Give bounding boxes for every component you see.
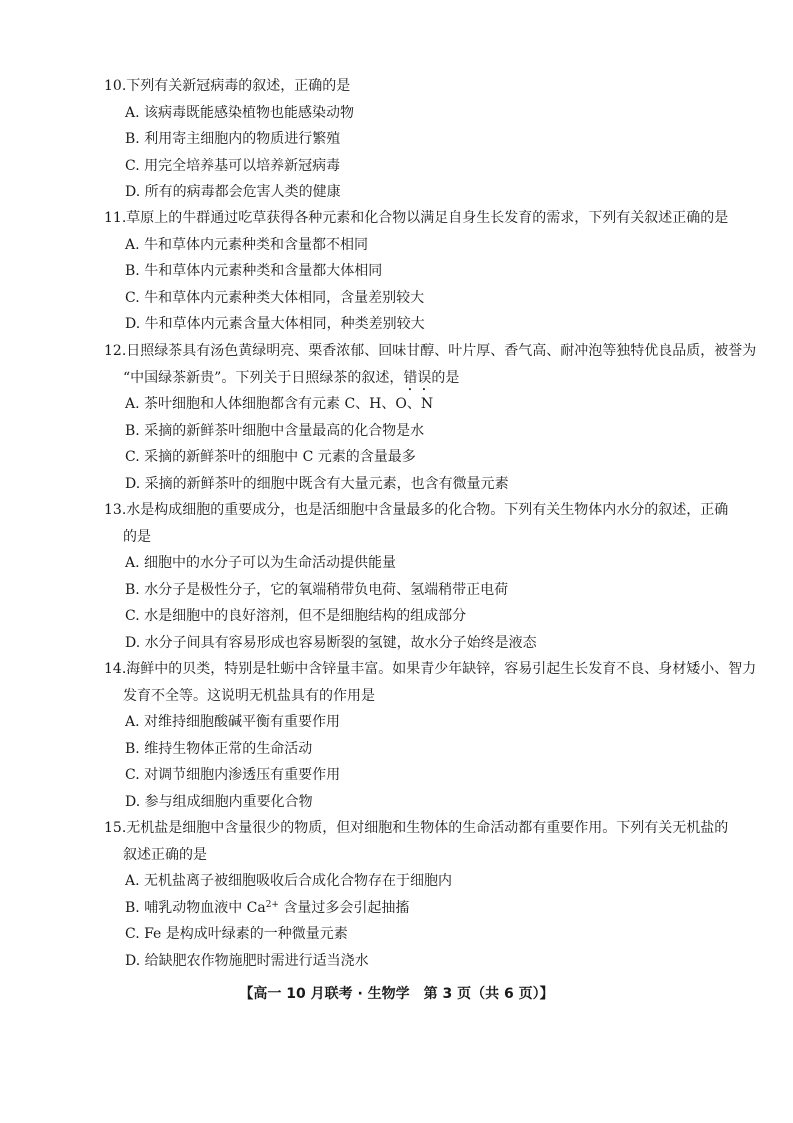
stem-text: 的是 bbox=[431, 369, 460, 386]
question-12 bbox=[104, 338, 757, 497]
question-stem: 12.日照绿茶具有汤色黄绿明亮、栗香浓郁、回味甘醇、叶片厚、香气高、耐冲泡等独特优良品质，被誉为 bbox=[104, 343, 757, 359]
option-a: A. 牛和草体内元素种类和含量都不相同 bbox=[125, 236, 369, 253]
option-d: D. 牛和草体内元素含量大体相同，种类差别较大 bbox=[125, 316, 425, 332]
question-10 bbox=[104, 73, 704, 206]
option-d: D. 水分子间具有容易形成也容易断裂的氢键，故水分子始终是液态 bbox=[125, 634, 537, 651]
question-stem: 15.无机盐是细胞中含量很少的物质，但对细胞和生物体的生命活动都有重要作用。下列有关无机盐的 bbox=[104, 820, 729, 836]
question-stem-continued: 发育不全等。这说明无机盐具有的作用是 bbox=[123, 687, 375, 704]
option-d: D. 采摘的新鲜茶叶的细胞中既含有大量元素，也含有微量元素 bbox=[125, 475, 509, 492]
option-b: B. 利用寄主细胞内的物质进行繁殖 bbox=[125, 131, 341, 147]
question-stem: 11.草原上的牛群通过吃草获得各种元素和化合物以满足自身生长发育的需求，下列有关叙述正确的是 bbox=[104, 210, 729, 226]
option-text: 含量过多会引起抽搐 bbox=[278, 899, 410, 916]
option-c: C. 采摘的新鲜茶叶的细胞中 C 元素的含量最多 bbox=[125, 449, 416, 465]
stem-text: “中国绿茶新贵”。下列关于日照绿茶的叙述， bbox=[123, 369, 404, 386]
question-15 bbox=[104, 815, 729, 974]
question-stem-continued bbox=[104, 365, 704, 392]
option-b: B. 采摘的新鲜茶叶细胞中含量最高的化合物是水 bbox=[125, 422, 425, 439]
option-d: D. 给缺肥农作物施肥时需进行适当浇水 bbox=[125, 952, 369, 969]
ion-charge: 2+ bbox=[265, 899, 279, 910]
option-d: D. 参与组成细胞内重要化合物 bbox=[125, 793, 313, 810]
question-stem-continued: 叙述正确的是 bbox=[123, 846, 207, 863]
option-a: A. 细胞中的水分子可以为生命活动提供能量 bbox=[125, 555, 397, 571]
question-stem: 14.海鲜中的贝类，特别是牡蛎中含锌量丰富。如果青少年缺锌，容易引起生长发育不良、身材矮小、智力 bbox=[104, 661, 757, 677]
option-c: C. 用完全培养基可以培养新冠病毒 bbox=[125, 157, 341, 174]
option-b: B. 牛和草体内元素种类和含量都大体相同 bbox=[125, 263, 383, 279]
option-c: C. 对调节细胞内渗透压有重要作用 bbox=[125, 767, 341, 783]
page-footer: 【高一 10 月联考 · 生物学 第 3 页（共 6 页）】 bbox=[239, 986, 554, 1002]
option-a: A. 茶叶细胞和人体细胞都含有元素 C、H、O、N bbox=[125, 396, 434, 412]
question-stem-continued: 的是 bbox=[123, 528, 151, 545]
question-13 bbox=[104, 497, 729, 656]
option-text: B. 哺乳动物血液中 Ca bbox=[125, 899, 266, 916]
option-c: C. Fe 是构成叶绿素的一种微量元素 bbox=[125, 926, 348, 942]
question-11 bbox=[104, 205, 729, 338]
question-stem: 13.水是构成细胞的重要成分，也是活细胞中含量最多的化合物。下列有关生物体内水分的叙述，正确 bbox=[104, 502, 729, 518]
option-b bbox=[104, 895, 704, 922]
option-c: C. 水是细胞中的良好溶剂，但不是细胞结构的组成部分 bbox=[125, 608, 467, 624]
emphasized-word: 错误 bbox=[403, 369, 432, 386]
option-a: A. 对维持细胞酸碱平衡有重要作用 bbox=[125, 714, 341, 730]
question-stem: 10.下列有关新冠病毒的叙述，正确的是 bbox=[104, 78, 351, 94]
option-a: A. 无机盐离子被细胞吸收后合成化合物存在于细胞内 bbox=[125, 873, 453, 889]
question-14 bbox=[104, 656, 757, 815]
option-b: B. 水分子是极性分子，它的氧端稍带负电荷、氢端稍带正电荷 bbox=[125, 581, 509, 598]
option-b: B. 维持生物体正常的生命活动 bbox=[125, 740, 313, 757]
option-a: A. 该病毒既能感染植物也能感染动物 bbox=[125, 104, 355, 121]
option-d: D. 所有的病毒都会危害人类的健康 bbox=[125, 184, 341, 200]
option-c: C. 牛和草体内元素种类大体相同，含量差别较大 bbox=[125, 289, 425, 306]
